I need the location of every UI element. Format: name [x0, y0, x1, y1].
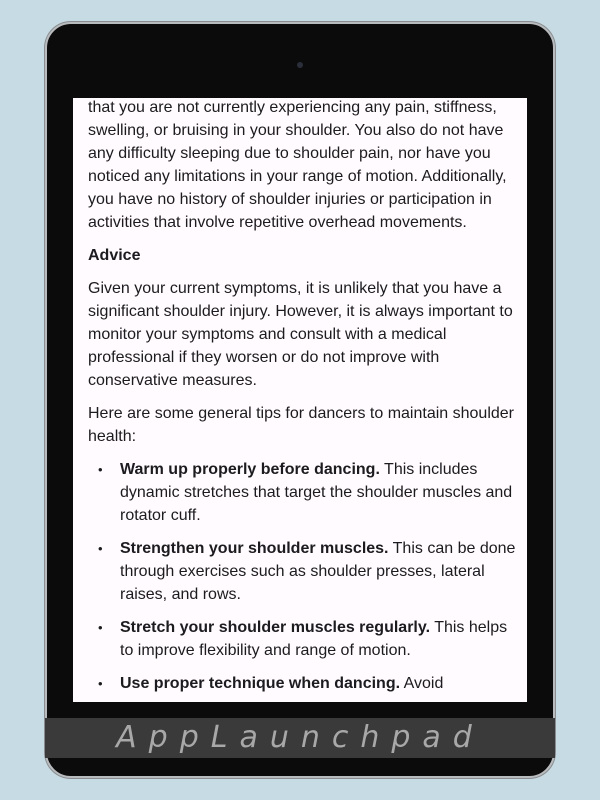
- list-item: [120, 672, 516, 695]
- screen[interactable]: [73, 98, 527, 702]
- tips-intro: Here are some general tips for dancers to maintain shoulder health:: [88, 405, 514, 445]
- camera-icon: [297, 62, 303, 68]
- tip-title: Strengthen your shoulder muscles.: [120, 540, 389, 557]
- advice-heading: Advice: [88, 247, 141, 264]
- intro-paragraph: that you are not currently experiencing any pain, stiffness, swelling, or bruising in your shoulder. You also do not have any difficulty sleeping due to shoulder pain, nor have you noticed any limitations in your range of motion. Additionally, you have no history of shoulder injuries or participation in activities that involve repetitive overhead movements.: [88, 99, 507, 231]
- list-item: [120, 458, 516, 527]
- tip-text: This helps to improve flexibility and range of motion.: [120, 619, 508, 659]
- tip-title: Stretch your shoulder muscles regularly.: [120, 619, 431, 636]
- advice-paragraph: Given your current symptoms, it is unlikely that you have a significant shoulder injury. However, it is always important to monitor your symptoms and consult with a medical professional if they worsen or do not improve with conservative measures.: [88, 280, 513, 389]
- tip-title: Use proper technique when dancing.: [120, 675, 401, 692]
- watermark: AppLaunchpad: [116, 720, 484, 755]
- list-item: [120, 537, 516, 606]
- tip-text: This can be done through exercises such as shoulder presses, lateral raises, and rows.: [120, 540, 516, 603]
- watermark-band: [45, 718, 555, 758]
- article-content: [88, 98, 516, 702]
- tip-text: This includes dynamic stretches that target the shoulder muscles and rotator cuff.: [120, 461, 513, 524]
- tip-text: Avoid: [400, 675, 444, 692]
- list-item: [120, 616, 516, 662]
- tip-title: Warm up properly before dancing.: [120, 461, 380, 478]
- tips-list: [88, 458, 516, 695]
